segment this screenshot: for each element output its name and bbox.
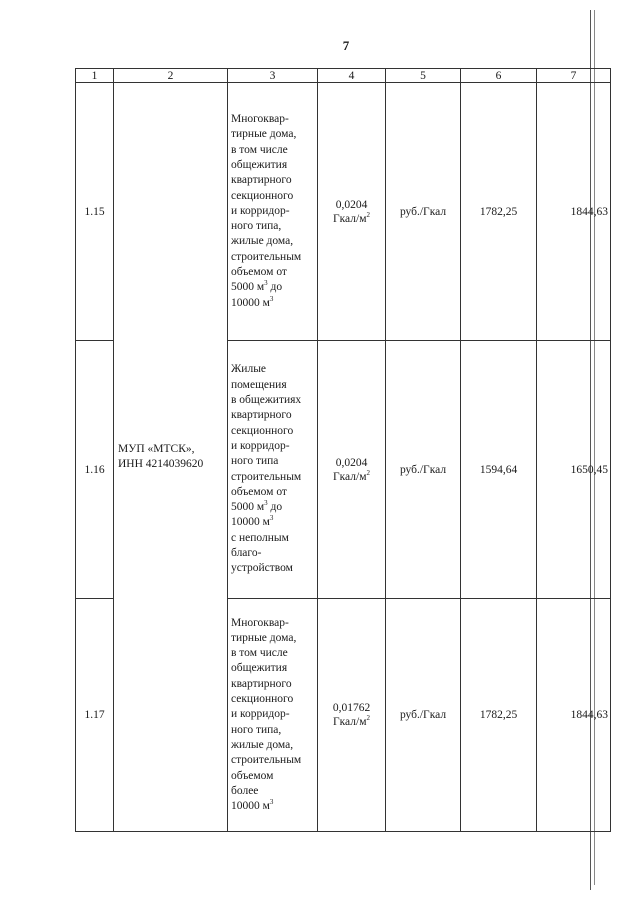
norm-unit: Гкал/$м^2$ [333,210,370,225]
norm-unit: Гкал/$м^2$ [333,468,370,483]
measure-unit: руб./Гкал [386,341,461,599]
description-line: Многоквар- [231,616,289,629]
description-line: строительным [231,754,302,767]
row-number: 1.17 [76,599,114,832]
measure-unit: руб./Гкал [386,599,461,832]
column-header: 4 [318,69,386,83]
description-line: жилые дома, [231,738,294,751]
norm-value: 0,0204 [335,456,368,469]
housing-description [228,341,318,599]
description-line: строительным [231,470,302,483]
tariff-value-col7: 1844,63 [537,599,611,832]
description-line: более [231,784,259,797]
page-number: 7 [342,38,350,53]
heat-norm [318,83,386,341]
table-row [76,83,611,341]
tariff-table [75,68,611,832]
description-line: секционного [231,693,294,706]
measure-unit: руб./Гкал [386,83,461,341]
column-header: 7 [537,69,611,83]
tariff-value-col6: 1594,64 [461,341,537,599]
description-line: в том числе [231,143,288,156]
description-line: ного типа [231,455,279,468]
norm-value: 0,0204 [335,198,368,211]
column-header: 2 [114,69,228,83]
description-line: в том числе [231,647,288,660]
housing-description [228,83,318,341]
description-line: 5000 $м^3$ до [231,279,283,294]
housing-description [228,599,318,832]
description-line: и корридор- [231,204,290,217]
tariff-value-col6: 1782,25 [461,599,537,832]
tariff-value-col7: 1844,63 [537,83,611,341]
description-line: объемом [231,769,274,782]
organization-inn: ИНН 4214039620 [118,458,204,470]
description-line: строительным [231,250,302,263]
description-line: устройством [231,562,293,575]
heat-norm [318,341,386,599]
organization-cell [114,83,228,832]
description-line: с неполным [231,531,289,544]
norm-value: 0,01762 [332,702,371,714]
description-line: квартирного [231,409,292,422]
description-line: жилые дома, [231,235,294,248]
norm-unit: Гкал/$м^2$ [333,714,370,728]
description-line: 10000 $м^3$ [231,514,274,529]
row-number: 1.16 [76,341,114,599]
description-line: помещения [231,378,287,391]
description-line: Жилые [231,363,267,376]
tariff-value-col6: 1782,25 [461,83,537,341]
table-header-row [76,69,611,83]
description-line: благо- [231,546,262,559]
description-line: и корридор- [231,439,290,452]
organization-name: МУП «МТСК», [118,443,195,455]
heat-norm [318,599,386,832]
description-line: секционного [231,189,294,202]
description-line: в общежитиях [231,394,302,407]
description-line: общежития [231,158,288,171]
description-line: секционного [231,424,294,437]
tariff-value-col7: 1650,45 [537,341,611,599]
description-line: 10000 $м^3$ [231,798,274,813]
column-header: 3 [228,69,318,83]
description-line: ного типа, [231,723,282,736]
column-header: 5 [386,69,461,83]
description-line: тирные дома, [231,631,297,644]
description-line: объемом от [231,266,287,279]
description-line: тирные дома, [231,128,297,141]
description-line: 10000 $м^3$ [231,294,274,309]
description-line: ного типа, [231,220,282,233]
description-line: 5000 $м^3$ до [231,499,283,514]
description-line: квартирного [231,174,292,187]
description-line: и корридор- [231,708,290,721]
description-line: объемом от [231,485,287,498]
description-line: общежития [231,662,288,675]
description-line: квартирного [231,677,292,690]
column-header: 1 [76,69,114,83]
description-line: Многоквар- [231,113,289,126]
column-header: 6 [461,69,537,83]
row-number: 1.15 [76,83,114,341]
